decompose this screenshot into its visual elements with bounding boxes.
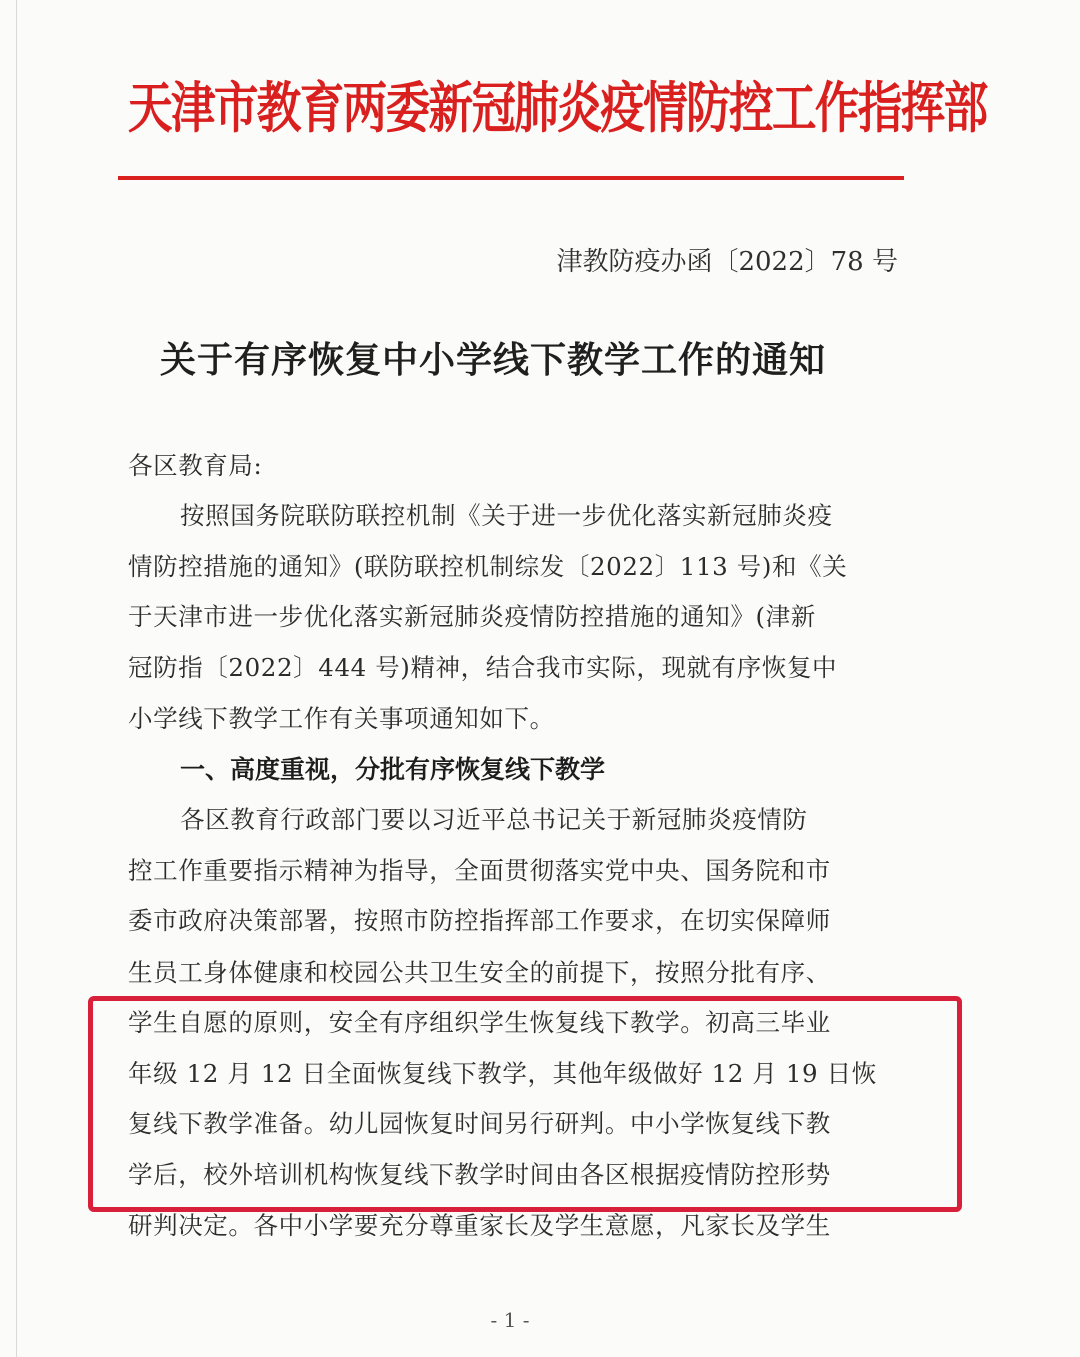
section-line: 委市政府决策部署，按照市防控指挥部工作要求，在切实保障师 [128,906,831,935]
letterhead-red-rule [118,176,904,180]
salutation: 各区教育局: [128,451,263,480]
section-line: 学后，校外培训机构恢复线下教学时间由各区根据疫情防控形势 [128,1160,831,1189]
document-title: 关于有序恢复中小学线下教学工作的通知 [160,339,827,381]
section-line: 研判决定。各中小学要充分尊重家长及学生意愿，凡家长及学生 [128,1211,831,1240]
section-line: 学生自愿的原则，安全有序组织学生恢复线下教学。初高三毕业 [128,1008,831,1037]
section-line: 控工作重要指示精神为指导，全面贯彻落实党中央、国务院和市 [128,856,831,885]
section-heading: 一、高度重视，分批有序恢复线下教学 [180,755,606,784]
page-edge-line [16,0,17,1357]
section-line: 年级 12 月 12 日全面恢复线下教学，其他年级做好 12 月 19 日恢 [128,1059,877,1088]
letterhead-title: 天津市教育两委新冠肺炎疫情防控工作指挥部 [128,75,987,140]
highlight-annotation-box [88,996,962,1212]
section-line: 复线下教学准备。幼儿园恢复时间另行研判。中小学恢复线下教 [128,1109,831,1138]
document-number: 津教防疫办函〔2022〕78 号 [556,247,898,277]
section-line: 各区教育行政部门要以习近平总书记关于新冠肺炎疫情防 [180,805,808,834]
body-line: 情防控措施的通知》(联防联控机制综发〔2022〕113 号)和《关 [128,552,848,581]
body-line: 于天津市进一步优化落实新冠肺炎疫情防控措施的通知》(津新 [128,602,816,631]
body-line: 小学线下教学工作有关事项通知如下。 [128,704,555,733]
body-line: 按照国务院联防联控机制《关于进一步优化落实新冠肺炎疫 [180,501,833,530]
section-line: 生员工身体健康和校园公共卫生安全的前提下，按照分批有序、 [128,958,831,987]
body-line: 冠防指〔2022〕444 号)精神，结合我市实际，现就有序恢复中 [128,653,838,682]
page-number: - 1 - [490,1308,530,1332]
